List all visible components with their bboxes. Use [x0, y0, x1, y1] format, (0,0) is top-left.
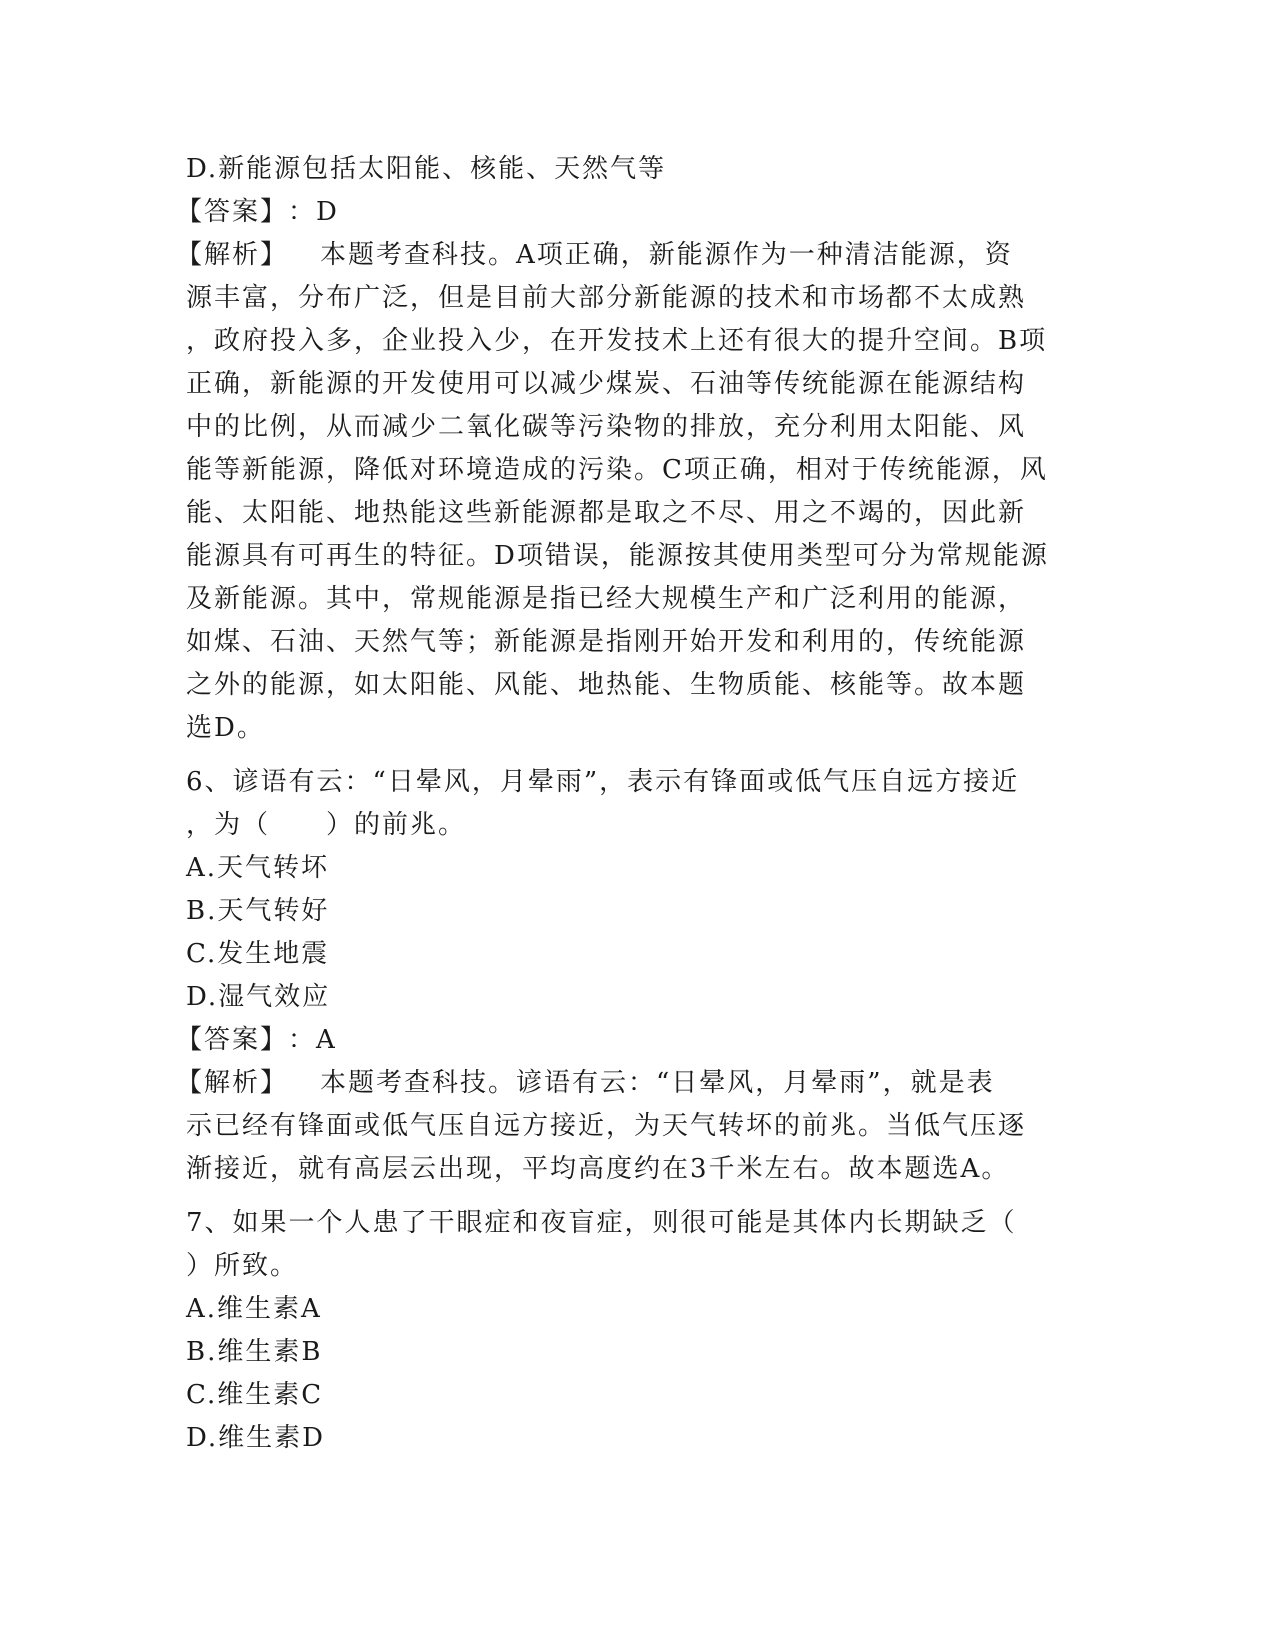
q5-analysis-line-4: 中的比例，从而减少二氧化碳等污染物的排放，充分利用太阳能、风 [186, 412, 1027, 442]
q6-answer-value: ：A [288, 1025, 337, 1055]
q6-option-a: A.天气转坏 [186, 853, 330, 883]
q6-analysis-line-0: 【解析】 本题考查科技。谚语有云：“日晕风，月晕雨”，就是表 [186, 1062, 1086, 1105]
q6-answer-label: 【答案】 [176, 1025, 289, 1055]
q5-answer [176, 191, 1086, 234]
q7-stem-line-1: ）所致。 [186, 1251, 299, 1281]
q5-analysis-line-9: 如煤、石油、天然气等；新能源是指刚开始开发和利用的，传统能源 [186, 627, 1027, 657]
q6-stem-line-0: 6、谚语有云：“日晕风，月晕雨”，表示有锋面或低气压自远方接近 [186, 767, 1020, 797]
q5-analysis-label: 【解析】 [176, 240, 289, 270]
q5-answer-label: 【答案】 [176, 197, 289, 227]
q7-stem-line-0: 7、如果一个人患了干眼症和夜盲症，则很可能是其体内长期缺乏（ [186, 1208, 1017, 1238]
q7-option-a: A.维生素A [186, 1294, 322, 1324]
q5-analysis-line-7: 能源具有可再生的特征。D项错误，能源按其使用类型可分为常规能源 [186, 541, 1049, 571]
q6-option-c: C.发生地震 [186, 939, 330, 969]
q5-analysis-line-5: 能等新能源，降低对环境造成的污染。C项正确，相对于传统能源，风 [186, 455, 1048, 485]
q6-option-d: D.湿气效应 [186, 982, 331, 1012]
q5-analysis-line-8: 及新能源。其中，常规能源是指已经大规模生产和广泛利用的能源， [186, 584, 1027, 614]
q5-answer-value: ：D [288, 197, 339, 227]
q6-option-b: B.天气转好 [186, 896, 330, 926]
q6-analysis-label: 【解析】 [176, 1068, 289, 1098]
q5-analysis-line-1: 源丰富，分布广泛，但是目前大部分新能源的技术和市场都不太成熟 [186, 283, 1027, 313]
q6-analysis-line-2: 渐接近，就有高层云出现，平均高度约在3千米左右。故本题选A。 [186, 1154, 1010, 1184]
q5-analysis-line-2: ，政府投入多，企业投入少，在开发技术上还有很大的提升空间。B项 [186, 326, 1048, 356]
q5-option-d: D.新能源包括太阳能、核能、天然气等 [186, 154, 667, 184]
q5-analysis-line-0: 【解析】 本题考查科技。A项正确，新能源作为一种清洁能源，资 [186, 234, 1086, 277]
q7-option-c: C.维生素C [186, 1380, 324, 1410]
q7-option-d: D.维生素D [186, 1423, 326, 1453]
document-page [176, 148, 1086, 1460]
q5-analysis-line-11: 选D。 [186, 713, 265, 743]
q5-analysis-line-10: 之外的能源，如太阳能、风能、地热能、生物质能、核能等。故本题 [186, 670, 1027, 700]
q5-analysis-line-3: 正确，新能源的开发使用可以减少煤炭、石油等传统能源在能源结构 [186, 369, 1027, 399]
q6-answer [176, 1019, 1086, 1062]
q7-option-b: B.维生素B [186, 1337, 323, 1367]
q6-analysis-line-1: 示已经有锋面或低气压自远方接近，为天气转坏的前兆。当低气压逐 [186, 1111, 1027, 1141]
q5-analysis-line-6: 能、太阳能、地热能这些新能源都是取之不尽、用之不竭的，因此新 [186, 498, 1027, 528]
q6-stem-line-1: ，为（ ）的前兆。 [186, 810, 467, 840]
